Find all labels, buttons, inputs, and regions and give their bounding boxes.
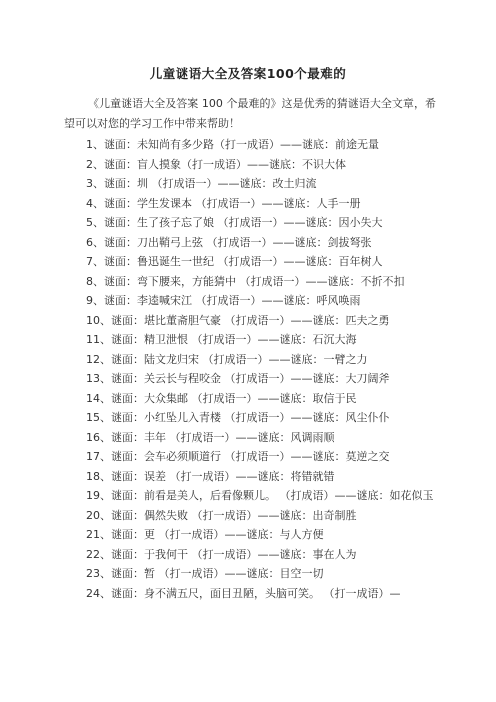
riddle-item: 18、谜面：误差 （打一成语）——谜底：将错就错 (86, 469, 335, 483)
riddle-item: 10、谜面：堪比董斋胆气豪 （打成语一）——谜底：匹夫之勇 (86, 313, 390, 327)
riddle-list (64, 135, 436, 603)
riddle-item: 9、谜面：李逵喊宋江 （打成语一）——谜底：呼风唤雨 (86, 294, 361, 307)
riddle-item: 21、谜面：更 （打一成语）——谜底：与人方便 (86, 528, 324, 541)
riddle-item: 23、谜面：暂 （打一成语）——谜底：目空一切 (86, 567, 324, 580)
riddle-item: 6、谜面：刀出鞘弓上弦 （打成语一）——谜底：剑拔弩张 (86, 235, 372, 249)
riddle-item: 14、谜面：大众集邮 （打成语一）——谜底：取信于民 (86, 391, 357, 405)
riddle-item: 15、谜面：小红坠儿入青楼 （打成语一）——谜底：风尘仆仆 (86, 411, 390, 424)
riddle-item: 13、谜面：关云长与程咬金 （打成语一）——谜底：大刀阔斧 (86, 372, 390, 385)
riddle-item: 11、谜面：精卫泄恨 （打成语一）——谜底：石沉大海 (86, 333, 357, 346)
riddle-item: 8、谜面：弯下腰来，方能猜中 （打成语一）——谜底：不折不扣 (86, 274, 405, 288)
document-title: 儿童谜语大全及答案100个最难的 (149, 66, 347, 81)
riddle-item: 22、谜面：于我何干 （打一成语）——谜底：事在人为 (86, 547, 357, 561)
riddle-item: 3、谜面：圳 （打成语一）——谜底：改土归流 (86, 177, 317, 190)
riddle-item: 1、谜面：未知尚有多少路（打一成语）——谜底：前途无量 (86, 138, 379, 151)
riddle-item: 2、谜面：盲人摸象（打一成语）——谜底：不识大体 (86, 157, 346, 171)
riddle-item: 19、谜面：前看是美人，后看像颗儿。 （打成语）——谜底：如花似玉 (86, 489, 434, 502)
riddle-item: 20、谜面：偶然失败 （打一成语）——谜底：出奇制胜 (86, 508, 357, 522)
riddle-item: 24、谜面：身不满五尺，面目丑陋，头脑可笑。 （打一成语）— (86, 586, 401, 600)
riddle-item: 12、谜面：陆文龙归宋 （打成语一）——谜底：一臂之力 (86, 352, 368, 366)
riddle-item: 4、谜面：学生发课本 （打成语一）——谜底：人手一册 (86, 196, 361, 210)
riddle-item: 17、谜面：会车必须顺道行 （打成语一）——谜底：莫逆之交 (86, 450, 390, 463)
riddle-item: 7、谜面：鲁迅诞生一世纪 （打成语一）——谜底：百年树人 (86, 255, 383, 268)
riddle-item: 5、谜面：生了孩子忘了娘 （打成语一）——谜底：因小失大 (86, 216, 383, 229)
intro-paragraph: 《儿童谜语大全及答案 100 个最难的》这是优秀的猜谜语大全文章，希望可以对您的学习工作中带来帮助！ (64, 97, 436, 130)
riddle-item: 16、谜面：丰年 （打成语一）——谜底：风调雨顺 (86, 430, 335, 444)
